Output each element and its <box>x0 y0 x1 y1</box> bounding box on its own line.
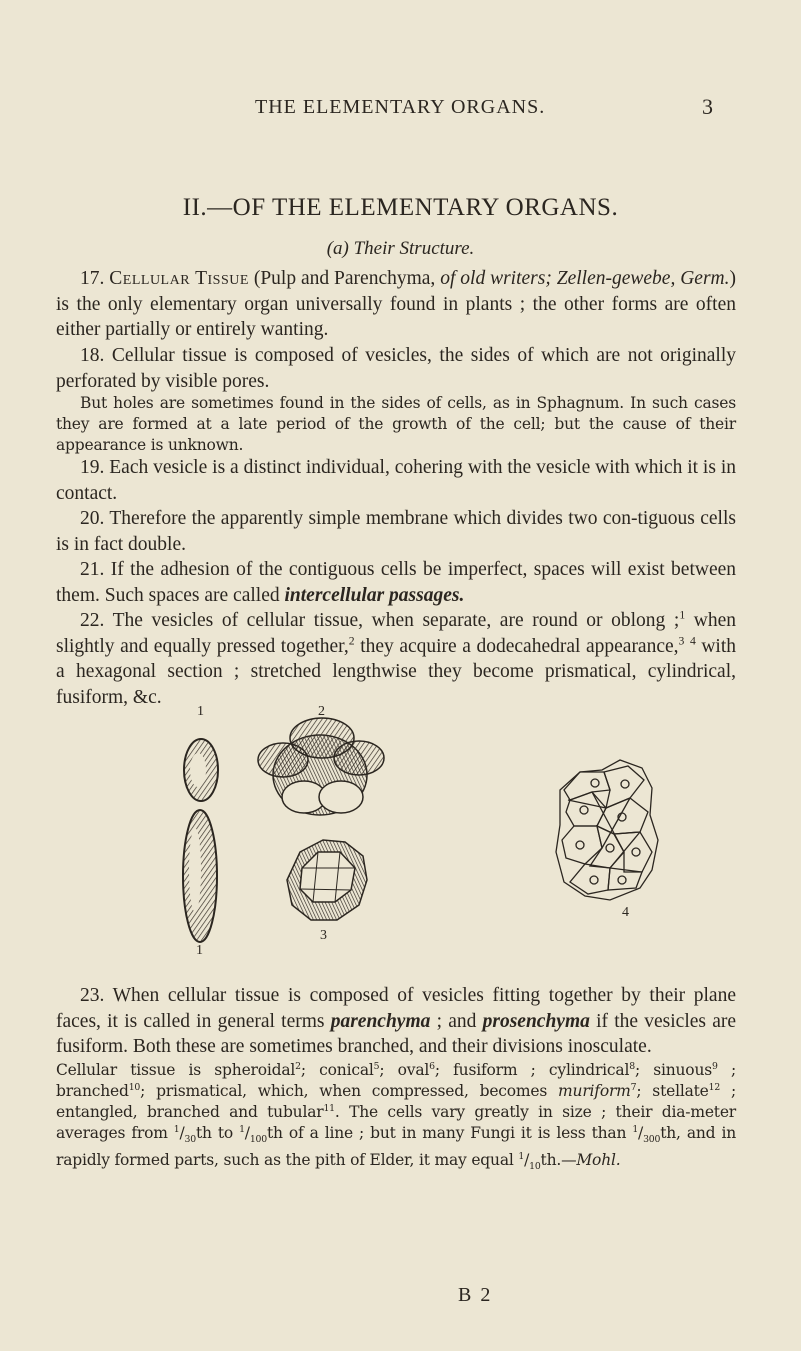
term-cellular-tissue: Cellular Tissue <box>109 268 249 289</box>
term-parenchyma: parenchyma <box>330 1010 431 1032</box>
paragraph-20: 20. Therefore the apparently simple membrane which divides two con-tiguous cells is in fact double. <box>56 508 736 555</box>
fig-label-1-bottom: 1 <box>196 943 203 958</box>
page-number: 3 <box>702 94 713 119</box>
fig2-cell-cluster <box>258 718 384 815</box>
running-title: THE ELEMENTARY ORGANS. <box>255 96 546 118</box>
paragraph-21: 21. If the adhesion of the contiguous cells be imperfect, spaces will exist between them. Such spaces are called intercellular passages. <box>56 559 736 606</box>
note-18: But holes are sometimes found in the sides of cells, as in Sphagnum. In such cases they are formed at a late period of the growth of the cell; but the cause of their appearance is unknown. <box>56 394 736 454</box>
signature-mark: B 2 <box>458 1284 493 1306</box>
note-23: Cellular tissue is spheroidal$^2$; conical$^5$; oval$^6$; fusiform ; cylindrical$^8$; sinuous$^9$ ; branched$^{10}$; prismatical, which, when compressed, becomes muriform$^7$; stellate$^{12}$ ; entangled, branched and tubular$^{11}$. The cells vary greatly in size ; their dia-meter averages from $^1/_{30}th$ to $^1/_{100}th$ of a line ; but in many Fungi it is less than $^1/_{300}th$, and in rapidly formed parts, such as the pith of Elder, it may equal $^1/_{10}th.—Mohl$. <box>56 1060 737 1173</box>
paragraph-19: 19. Each vesicle is a distinct individual, cohering with the vesicle with which it is in contact. <box>56 457 736 504</box>
fig-label-3: 3 <box>320 928 327 943</box>
fig-label-4: 4 <box>622 905 629 920</box>
fig3-dodecahedral-cell <box>287 840 367 920</box>
paragraph-22: 22. The vesicles of cellular tissue, when separate, are round or oblong ;$^1$ when slightly and equally pressed together,$^2$ they acquire a dodecahedral appearance,$^3$ $^4$ with a hexagonal section ; stretched lengthwise they become prismatical, cylindrical, fusiform, &c. <box>56 608 737 708</box>
subsection-title: (a) Their Structure. <box>326 238 475 259</box>
fig-label-1-top: 1 <box>197 704 204 719</box>
paragraph-number: 17. <box>80 268 105 289</box>
fig-label-2: 2 <box>318 704 325 719</box>
paragraph-18: 18. Cellular tissue is composed of vesicles, the sides of which are not originally perforated by visible pores. <box>56 345 736 392</box>
section-title: II.—OF THE ELEMENTARY ORGANS. <box>182 194 619 221</box>
paragraph-17: 17. Cellular Tissue (Pulp and Parenchyma, of old writers; Zellen-gewebe, Germ.) is the only elementary organ universally found in plants ; the other forms are often either partially or entirely wanting. <box>56 268 737 340</box>
term-prosenchyma: prosenchyma <box>482 1010 590 1032</box>
fig1-round-cell <box>184 739 218 801</box>
fig1-oblong-cell <box>183 810 217 942</box>
term-intercellular-passages: intercellular passages. <box>284 584 465 606</box>
paragraph-23: 23. When cellular tissue is composed of vesicles fitting together by their plane faces, it is called in general terms parenchyma ; and prosenchyma if the vesicles are fusiform. Both these are sometimes branched, and their divisions inosculate. <box>56 985 737 1057</box>
fig4-hexagonal-network <box>556 760 658 900</box>
